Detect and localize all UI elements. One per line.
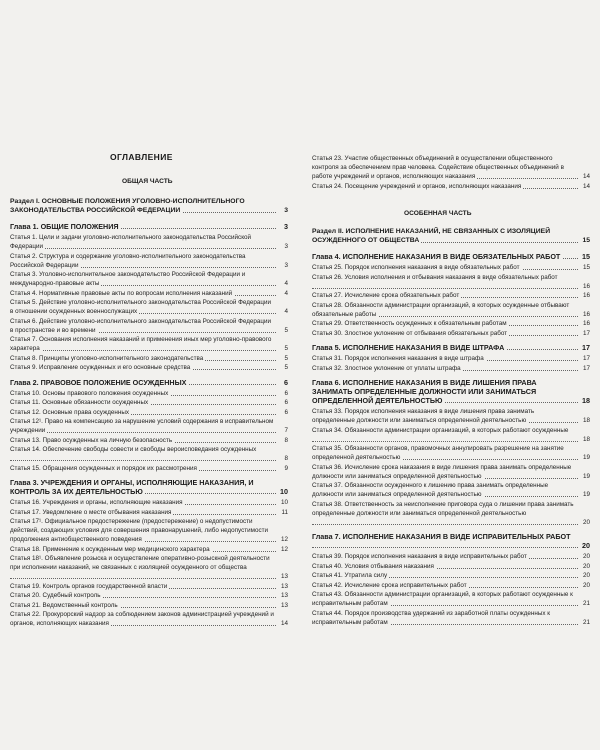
- toc-entry-text: Статья 7. Основания исполнения наказаний и применения иных мер уголовно-правового характера: [10, 336, 272, 352]
- leader-dots: [10, 460, 276, 461]
- toc-entry-article: [312, 444, 590, 462]
- toc-entry-page: 5: [284, 326, 288, 334]
- toc-entry-text: Статья 12¹. Право на компенсацию за нарушение условий содержания в исправительном учреждении: [10, 418, 274, 434]
- toc-entry-article: [312, 500, 590, 527]
- toc-entry-article: [10, 289, 288, 298]
- page-title: ОГЛАВЛЕНИЕ: [110, 152, 173, 162]
- toc-entry-article: [10, 389, 288, 398]
- toc-entry-page: 6: [284, 408, 288, 416]
- toc-entry-article: [312, 571, 590, 580]
- toc-entry-article: [10, 591, 288, 600]
- toc-entry-page: 17: [582, 343, 590, 352]
- toc-entry-text: Статья 31. Порядок исполнения наказания в виде штрафа: [312, 355, 484, 362]
- part-title-general: ОБЩАЯ ЧАСТЬ: [122, 178, 173, 185]
- toc-entry-page: 10: [280, 499, 288, 506]
- toc-entry-page: 13: [280, 592, 288, 599]
- toc-entry-article: [10, 363, 288, 372]
- toc-entry-page: 16: [582, 282, 590, 290]
- toc-entry-article: [10, 252, 288, 270]
- toc-entry-page: 18: [582, 396, 590, 405]
- toc-entry-page: 3: [284, 261, 288, 269]
- toc-entry-page: 5: [284, 354, 288, 362]
- toc-entry-page: 3: [284, 207, 288, 214]
- toc-entry-chapter: [312, 532, 590, 550]
- toc-entry-page: 18: [582, 435, 590, 443]
- toc-entry-article: [312, 609, 590, 627]
- toc-entry-article: [312, 481, 590, 499]
- toc-entry-page: 16: [582, 292, 590, 299]
- toc-entry-article: [10, 417, 288, 435]
- toc-entry-article: [312, 319, 590, 328]
- toc-entry-page: 16: [582, 320, 590, 327]
- leader-dots: [312, 441, 578, 442]
- toc-entry-page: 8: [284, 436, 288, 444]
- toc-entry-text: Статья 32. Злостное уклонение от уплаты штрафа: [312, 364, 461, 372]
- toc-entry-article: [312, 581, 590, 590]
- toc-entry-article: [312, 291, 590, 300]
- toc-entry-text: Статья 16. Учреждения и органы, исполняющие наказания: [10, 499, 183, 506]
- toc-entry-page: 7: [284, 427, 288, 434]
- toc-entry-article: [10, 508, 288, 517]
- toc-entry-page: 13: [280, 601, 288, 609]
- toc-entry-text: Статья 9. Исправление осужденных и его основные средства: [10, 364, 191, 371]
- toc-entry-text: Статья 3. Уголовно-исполнительное законодательство Российской Федерации и международно-правовые акты: [10, 271, 246, 287]
- toc-entry-text: Статья 2. Структура и содержание уголовно-исполнительного законодательства Российской Федерации: [10, 252, 246, 269]
- toc-entry-text: Статья 4. Нормативные правовые акты по вопросам исполнения наказаний: [10, 289, 233, 297]
- toc-entry-article: [312, 273, 590, 291]
- toc-entry-text: Статья 11. Основные обязанности осужденных: [10, 399, 149, 406]
- toc-entry-article: [312, 329, 590, 338]
- toc-entry-article: [10, 270, 288, 288]
- toc-entry-article: [10, 554, 288, 581]
- leader-dots: [312, 288, 578, 289]
- toc-entry-page: 13: [280, 582, 288, 590]
- toc-entry-article: [10, 464, 288, 473]
- toc-entry-text: Статья 24. Посещение учреждений и органов, исполняющих наказания: [312, 182, 522, 190]
- toc-entry-article: [312, 590, 590, 608]
- toc-entry-text: Раздел I. ОСНОВНЫЕ ПОЛОЖЕНИЯ УГОЛОВНО-ИСПОЛНИТЕЛЬНОГО ЗАКОНОДАТЕЛЬСТВА РОССИЙСКОЙ ФЕДЕРАЦИИ: [10, 198, 245, 214]
- toc-entry-article: [10, 298, 288, 316]
- toc-entry-article: [10, 610, 288, 628]
- toc-entry-text: Статья 21. Ведомственный контроль: [10, 601, 118, 609]
- toc-entry-article: [10, 601, 288, 610]
- toc-entry-page: 4: [284, 280, 288, 287]
- toc-entry-page: 10: [280, 487, 288, 496]
- toc-entry-page: 20: [582, 562, 590, 570]
- toc-entry-page: 6: [284, 377, 288, 387]
- toc-entry-text: Статья 40. Условия отбывания наказания: [312, 562, 434, 570]
- toc-entry-text: Статья 41. Утратила силу: [312, 572, 388, 579]
- toc-entry-text: Статья 33. Порядок исполнения наказания в виде лишения права занимать определенные должности или заниматься определенной деятельностью: [312, 408, 535, 424]
- toc-entry-text: Статья 37. Обязанности осужденного к лишению права занимать определенные должности или заниматься определенной деятельностью: [312, 482, 549, 498]
- toc-entry-text: Глава 4. ИСПОЛНЕНИЕ НАКАЗАНИЯ В ВИДЕ ОБЯЗАТЕЛЬНЫХ РАБОТ: [312, 252, 561, 261]
- toc-entry-page: 14: [582, 182, 590, 190]
- toc-entry-text: Статья 22. Прокурорский надзор за соблюдением законов администрацией учреждений и органов, исполняющих наказания: [10, 611, 274, 627]
- toc-entry-article: [10, 445, 288, 463]
- toc-entry-text: Статья 30. Злостное уклонение от отбывания обязательных работ: [312, 329, 508, 337]
- toc-entry-text: Глава 3. УЧРЕЖДЕНИЯ И ОРГАНЫ, ИСПОЛНЯЮЩИЕ НАКАЗАНИЯ, И КОНТРОЛЬ ЗА ИХ ДЕЯТЕЛЬНОСТЬЮ: [10, 478, 254, 496]
- leader-dots: [10, 248, 276, 249]
- toc-entry-text: Статья 43. Обязанности администрации организаций, в которых работают осужденные к исправительным работам: [312, 591, 573, 607]
- toc-entry-text: Статья 15. Обращения осужденных и порядок их рассмотрения: [10, 464, 197, 472]
- toc-entry-article: [312, 463, 590, 481]
- toc-entry-page: 20: [582, 541, 590, 550]
- toc-entry-text: Статья 28. Обязанности администрации организаций, в которых осужденные отбывают обязательные работы: [312, 301, 570, 318]
- toc-entry-page: 21: [582, 618, 590, 626]
- toc-entry-text: Статья 34. Обязанности администрации организаций, в которых работают осужденные: [312, 426, 569, 434]
- toc-entry-page: 16: [582, 310, 590, 318]
- toc-entry-page: 21: [582, 600, 590, 607]
- toc-entry-page: 6: [284, 389, 288, 397]
- toc-entry-page: 17: [582, 329, 590, 337]
- toc-entry-page: 14: [582, 173, 590, 180]
- toc-entry-page: 19: [582, 454, 590, 461]
- toc-entry-page: 3: [284, 243, 288, 250]
- toc-entry-section: [312, 227, 590, 245]
- toc-entry-article: [312, 182, 590, 191]
- toc-entry-text: Статья 14. Обеспечение свободы совести и свободы вероисповедания осужденных: [10, 446, 257, 453]
- toc-entry-page: 19: [582, 491, 590, 498]
- toc-entry-page: 15: [582, 237, 590, 244]
- toc-entry-text: Статья 5. Действие уголовно-исполнительного законодательства Российской Федерации в отношении осужденных военнослужащих: [10, 299, 272, 315]
- toc-entry-page: 12: [280, 545, 288, 553]
- toc-entry-chapter: [312, 252, 590, 261]
- toc-entry-article: [10, 335, 288, 353]
- toc-entry-page: 14: [280, 620, 288, 627]
- toc-entry-text: Статья 18¹. Объявление розыска и осуществление оперативно-розыскной деятельности при исполнении наказаний, не связанных с изоляцией осужденного от общества: [10, 555, 270, 571]
- toc-entry-text: Статья 10. Основы правового положения осужденных: [10, 389, 169, 397]
- toc-entry-page: 12: [280, 536, 288, 543]
- toc-entry-text: Статья 25. Порядок исполнения наказания в виде обязательных работ: [312, 264, 520, 271]
- toc-entry-article: [10, 582, 288, 591]
- toc-entry-page: 11: [281, 508, 288, 516]
- toc-entry-page: 4: [284, 289, 288, 297]
- toc-entry-text: Статья 36. Исчисление срока наказания в виде лишения права занимать определенные должности или заниматься определенной деятельностью: [312, 463, 572, 480]
- toc-entry-article: [10, 354, 288, 363]
- leader-dots: [312, 524, 578, 525]
- toc-entry-page: 17: [582, 355, 590, 362]
- toc-entry-article: [10, 436, 288, 445]
- toc-entry-article: [10, 517, 288, 544]
- toc-entry-article: [10, 545, 288, 554]
- toc-entry-article: [10, 408, 288, 417]
- toc-entry-text: Статья 38. Ответственность за неисполнение приговора суда о лишении права занимать определенные должности или заниматься определенной деятельностью: [312, 500, 574, 517]
- toc-entry-text: Статья 6. Действие уголовно-исполнительного законодательства Российской Федерации в пространстве и во времени: [10, 317, 272, 334]
- toc-entry-text: Статья 23. Участие общественных объединений в осуществлении общественного контроля за обеспечением прав человека. Содействие общественных объединений в работе учреждений и органов, исполняющих наказания: [312, 155, 564, 180]
- toc-entry-text: Статья 17¹. Официальное предостережение (предостережение) о недопустимости действий, создающих условия для совершения правонарушений, либо недопустимости продолжения антиобщественного поведения: [10, 518, 269, 543]
- toc-entry-text: Статья 29. Ответственность осужденных к обязательным работам: [312, 320, 507, 327]
- toc-entry-text: Статья 44. Порядок производства удержаний из заработной платы осужденных к исправительным работам: [312, 609, 551, 626]
- toc-entry-article: [10, 317, 288, 335]
- leader-dots: [10, 578, 276, 579]
- toc-entry-chapter: [10, 378, 288, 387]
- toc-entry-text: Статья 12. Основные права осужденных: [10, 408, 130, 416]
- toc-entry-page: 20: [582, 518, 590, 526]
- toc-entry-page: 6: [284, 399, 288, 406]
- toc-entry-text: Статья 27. Исчисление срока обязательных работ: [312, 292, 460, 299]
- toc-entry-page: 18: [582, 417, 590, 424]
- toc-entry-page: 15: [582, 264, 590, 271]
- toc-entry-article: [312, 426, 590, 444]
- toc-entry-text: Глава 5. ИСПОЛНЕНИЕ НАКАЗАНИЯ В ВИДЕ ШТРАФА: [312, 343, 505, 352]
- toc-entry-text: Статья 42. Исчисление срока исправительных работ: [312, 581, 467, 589]
- toc-entry-text: Глава 2. ПРАВОВОЕ ПОЛОЖЕНИЕ ОСУЖДЕННЫХ: [10, 377, 187, 387]
- toc-entry-page: 20: [582, 581, 590, 589]
- toc-entry-chapter: [312, 343, 590, 352]
- toc-entry-text: Статья 26. Условия исполнения и отбывания наказания в виде обязательных работ: [312, 273, 558, 281]
- toc-entry-page: 17: [582, 364, 590, 372]
- toc-entry-text: Статья 19. Контроль органов государственной власти: [10, 582, 168, 590]
- toc-entry-page: 20: [582, 553, 590, 560]
- toc-entry-text: Статья 1. Цели и задачи уголовно-исполнительного законодательства Российской Федерации: [10, 234, 252, 250]
- toc-entry-text: Статья 35. Обязанности органов, правомочных аннулировать разрешение на занятие определенной деятельностью: [312, 445, 564, 461]
- toc-entry-page: 8: [284, 455, 288, 462]
- toc-entry-page: 5: [284, 345, 288, 352]
- toc-entry-text: Статья 20. Судебный контроль: [10, 592, 101, 599]
- toc-entry-text: Статья 8. Принципы уголовно-исполнительного законодательства: [10, 354, 204, 362]
- toc-entry-page: 20: [582, 572, 590, 579]
- toc-entry-text: Раздел II. ИСПОЛНЕНИЕ НАКАЗАНИЙ, НЕ СВЯЗАННЫХ С ИЗОЛЯЦИЕЙ ОСУЖДЕННОГО ОТ ОБЩЕСТВА: [312, 228, 551, 244]
- toc-entry-text: Статья 17. Уведомление о месте отбывания наказания: [10, 508, 172, 516]
- leader-dots: [10, 432, 276, 433]
- toc-entry-article: [312, 407, 590, 425]
- toc-entry-page: 3: [284, 222, 288, 231]
- toc-entry-page: 13: [280, 573, 288, 580]
- toc-entry-page: 15: [582, 252, 590, 261]
- toc-entry-page: 9: [284, 464, 288, 472]
- toc-entry-article: [312, 354, 590, 363]
- toc-entry-page: 19: [582, 472, 590, 480]
- part-title-special: ОСОБЕННАЯ ЧАСТЬ: [404, 210, 472, 217]
- toc-entry-article: [10, 498, 288, 507]
- toc-entry-text: Статья 18. Применение к осужденным мер медицинского характера: [10, 545, 210, 553]
- toc-entry-article: [312, 562, 590, 571]
- toc-entry-article: [312, 364, 590, 373]
- toc-entry-article: [10, 233, 288, 251]
- leader-dots: [312, 547, 578, 548]
- toc-entry-page: 4: [284, 308, 288, 315]
- toc-entry-chapter: [312, 378, 590, 405]
- toc-entry-page: 5: [284, 364, 288, 371]
- toc-entry-article: [312, 154, 590, 181]
- toc-entry-section: [10, 197, 288, 215]
- leader-dots: [10, 350, 276, 351]
- toc-entry-text: Глава 7. ИСПОЛНЕНИЕ НАКАЗАНИЯ В ВИДЕ ИСПРАВИТЕЛЬНЫХ РАБОТ: [312, 532, 571, 541]
- toc-entry-text: Статья 39. Порядок исполнения наказания в виде исправительных работ: [312, 553, 527, 560]
- toc-entry-chapter: [10, 478, 288, 496]
- toc-entry-text: Глава 1. ОБЩИЕ ПОЛОЖЕНИЯ: [10, 222, 119, 231]
- toc-entry-text: Глава 6. ИСПОЛНЕНИЕ НАКАЗАНИЯ В ВИДЕ ЛИШЕНИЯ ПРАВА ЗАНИМАТЬ ОПРЕДЕЛЕННЫЕ ДОЛЖНОСТИ ИЛИ ЗАНИМАТЬСЯ ОПРЕДЕЛЕННОЙ ДЕЯТЕЛЬНОСТЬЮ: [312, 378, 537, 405]
- toc-entry-chapter: [10, 222, 288, 231]
- toc-entry-article: [312, 263, 590, 272]
- toc-entry-article: [10, 398, 288, 407]
- toc-entry-text: Статья 13. Право осужденных на личную безопасность: [10, 436, 173, 444]
- toc-entry-article: [312, 552, 590, 561]
- toc-entry-article: [312, 301, 590, 319]
